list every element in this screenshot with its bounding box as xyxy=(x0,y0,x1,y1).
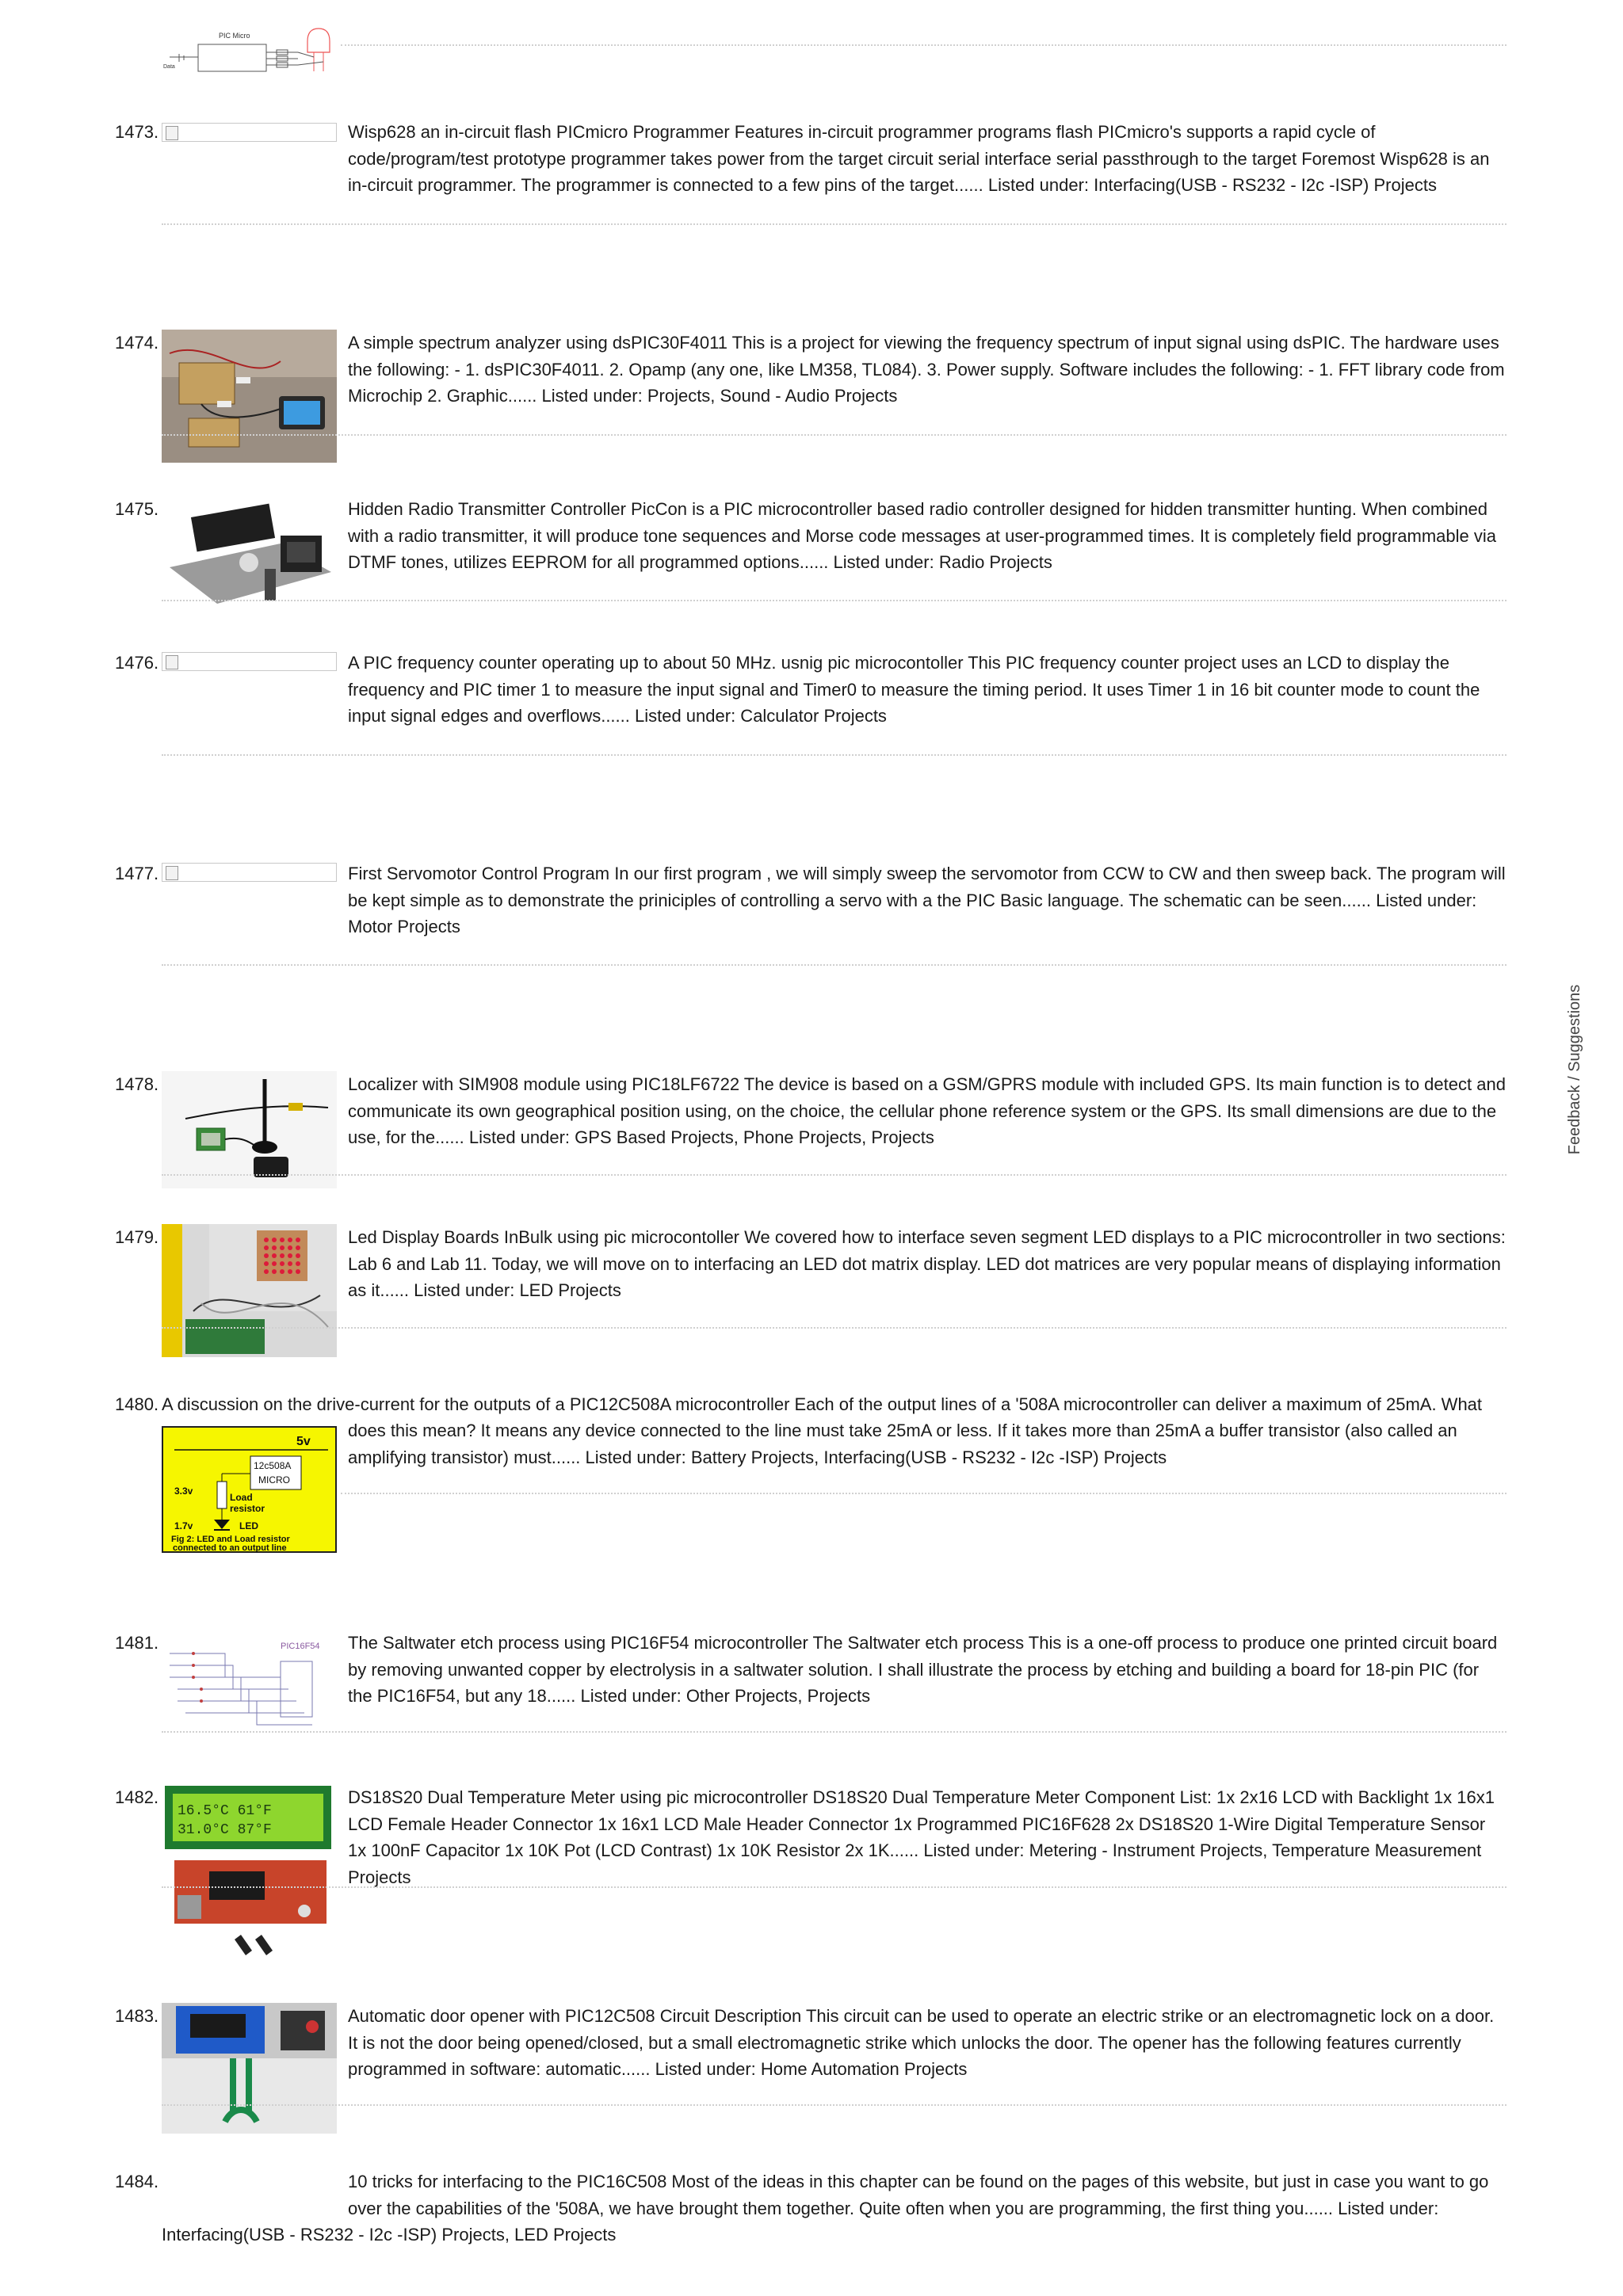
voltage-label: 3.3v xyxy=(174,1486,193,1497)
door-opener-photo[interactable] xyxy=(162,2003,337,2134)
project-description-link[interactable]: Hidden Radio Transmitter Controller PicCon is a PIC microcontroller based radio controller designed for hidden transmitter hunting. When combined with a radio transmitter, it will produce tone sequences and Morse code messages at user-programmed times. It is completely field programmable via DTMF tones, utilizes EEPROM for all programmed options...... Listed under: Radio Projects xyxy=(348,499,1496,572)
lcd-line-2: 31.0°C 87°F xyxy=(178,1822,272,1838)
project-description-link[interactable]: A PIC frequency counter operating up to about 50 MHz. usnig pic microcontoller This PIC frequency counter project uses an LCD to display the frequency and PIC timer 1 to measure the input signal and Timer0 to measure the timing period. It uses Timer 1 in 16 bit counter mode to count the input signal edges and overflows...... Listed under: Calculator Projects xyxy=(348,653,1480,726)
item-number: 1482. xyxy=(115,1787,159,1807)
figure-caption: Fig 2: LED and Load resistor xyxy=(171,1535,290,1544)
item-number: 1478. xyxy=(115,1074,159,1094)
divider xyxy=(162,2104,1507,2106)
divider xyxy=(162,964,1507,966)
divider xyxy=(162,1731,1507,1733)
divider xyxy=(341,1493,1507,1494)
chip-label: 12c508A xyxy=(254,1460,292,1471)
project-description-link[interactable]: A simple spectrum analyzer using dsPIC30F4011 This is a project for viewing the frequency spectrum of input signal using dsPIC. The hardware uses the following: - 1. dsPIC30F4011. 2. Opamp (any one, like LM358, TL084). 3. Power supply. Software includes the following: - 1. FFT library code from Microchip 2. Graphic...... Listed under: Projects, Sound - Audio Projects xyxy=(348,333,1505,406)
voltage-label-2: 1.7v xyxy=(174,1520,193,1531)
divider xyxy=(162,754,1507,756)
item-number: 1479. xyxy=(115,1227,159,1247)
divider xyxy=(341,44,1507,46)
project-category-link[interactable]: Interfacing(USB - RS232 - I2c -ISP) Projects, LED Projects xyxy=(162,2225,617,2245)
broken-image-icon[interactable] xyxy=(162,123,337,142)
broken-image-icon[interactable] xyxy=(162,863,337,882)
project-description-link[interactable]: Wisp628 an in-circuit flash PICmicro Programmer Features in-circuit programmer programs flash PICmicro's supports a rapid cycle of code/program/test prototype programmer takes power from the target circuit serial interface serial passthrough to the target Foremost Wisp628 is an in-circuit programmer. The programmer is connected to a few pins of the target...... Listed under: Interfacing(USB - RS232 - I2c -ISP) Projects xyxy=(348,122,1490,195)
lcd-line-1: 16.5°C 61°F xyxy=(178,1803,272,1819)
project-description-link[interactable]: Automatic door opener with PIC12C508 Circuit Description This circuit can be used to operate an electric strike or an electromagnetic lock on a door. It is not the door being opened/closed, but a small electromagnetic strike which unlocks the door. The opener has the following features currently programmed in software: automatic...... Listed under: Home Automation Projects xyxy=(348,2006,1495,2079)
project-description-link[interactable]: First Servomotor Control Program In our first program , we will simply sweep the servomotor from CCW to CW and then sweep back. The program will be kept simple as to demonstrate the priniciples of controlling a servo with a the PIC Basic language. The schematic can be seen...... Listed under: Motor Projects xyxy=(348,864,1506,936)
project-description-link[interactable]: DS18S20 Dual Temperature Meter using pic microcontroller DS18S20 Dual Temperature Meter Component List: 1x 2x16 LCD with Backlight 1x 16x1 LCD Female Header Connector 1x 16x1 LCD Male Header Connector 1x Programmed PIC16F628 2x DS18S20 1-Wire Digital Temperature Sensor 1x 100nF Capacitor 1x 10K Pot (LCD Contrast) 1x 10K Resistor 2x 1K...... Listed under: Metering - Instrument Projects, Temperature Measurement Projects xyxy=(348,1787,1495,1887)
item-number: 1473. xyxy=(115,122,159,142)
figure-caption-2: connected to an output line xyxy=(173,1543,287,1553)
gps-localizer-photo[interactable] xyxy=(162,1071,337,1188)
project-description-link[interactable]: Localizer with SIM908 module using PIC18LF6722 The device is based on a GSM/GPRS module with included GPS. Its main function is to detect and communicate its own geographical position using, on the choice, the cellular phone reference system or the GPS. Its small dimensions are due to the use, for the...... Listed under: GPS Based Projects, Phone Projects, Projects xyxy=(348,1074,1506,1147)
divider xyxy=(162,434,1507,436)
led-matrix-photo[interactable] xyxy=(162,1224,337,1357)
supply-label: 5v xyxy=(296,1435,311,1448)
schematic-title: PIC Micro xyxy=(219,32,250,40)
temperature-meter-photo[interactable] xyxy=(162,1784,337,1966)
project-description-link[interactable]: does this mean? It means any device connected to the line must take 25mA or less. If it takes more than 25mA a buffer transistor (also called an amplifying transistor) must...... Listed under: Battery Projects, Interfacing(USB - RS232 - I2c -ISP) Projects xyxy=(348,1421,1457,1467)
led-load-resistor-figure[interactable] xyxy=(162,1426,337,1553)
divider xyxy=(162,1327,1507,1329)
item-number: 1481. xyxy=(115,1633,159,1653)
item-number: 1474. xyxy=(115,333,159,353)
project-description-link[interactable]: 10 tricks for interfacing to the PIC16C508 Most of the ideas in this chapter can be found on the pages of this website, but just in case you want to go over the capabilities of the '508A, we have brought them together. Quite often when you are programming, the first thing you...... Listed under: xyxy=(348,2172,1489,2218)
project-description-link[interactable]: The Saltwater etch process using PIC16F54 microcontroller The Saltwater etch process This is a one-off process to produce one printed circuit board by removing unwanted copper by electrolysis in a saltwater solution. I shall illustrate the process by etching and building a board for 18-pin PIC (for the PIC16F54, but any 18...... Listed under: Other Projects, Projects xyxy=(348,1633,1498,1706)
item-number: 1477. xyxy=(115,864,159,883)
pcb-sketch-image[interactable] xyxy=(162,1630,337,1747)
sketch-label: PIC16F54 xyxy=(281,1642,320,1651)
project-title-link[interactable]: A discussion on the drive-current for the outputs of a PIC12C508A microcontroller Each of the output lines of a '508A microcontroller can deliver a maximum of 25mA. What xyxy=(162,1394,1483,1414)
spectrum-analyzer-photo[interactable] xyxy=(162,330,337,463)
feedback-suggestions-tab[interactable]: Feedback / Suggestions xyxy=(1566,982,1584,1157)
led-label: LED xyxy=(239,1520,258,1531)
item-number: 1484. xyxy=(115,2172,159,2191)
item-number: 1475. xyxy=(115,499,159,519)
item-number: 1483. xyxy=(115,2006,159,2026)
item-number: 1476. xyxy=(115,653,159,673)
divider xyxy=(162,1886,1507,1888)
broken-image-icon[interactable] xyxy=(162,652,337,671)
load-label-2: resistor xyxy=(230,1503,265,1514)
divider xyxy=(162,1174,1507,1176)
divider xyxy=(162,600,1507,601)
item-number: 1480. xyxy=(115,1394,159,1414)
top-schematic-thumbnail[interactable] xyxy=(162,22,337,89)
radio-controller-photo[interactable] xyxy=(162,496,337,613)
divider xyxy=(162,223,1507,225)
chip-type: MICRO xyxy=(258,1474,290,1486)
schematic-label: Data xyxy=(163,64,175,70)
load-label: Load xyxy=(230,1492,253,1503)
project-description-link[interactable]: Led Display Boards InBulk using pic microcontoller We covered how to interface seven segment LED displays to a PIC microcontroller in two sections: Lab 6 and Lab 11. Today, we will move on to interfacing an LED dot matrix display. LED dot matrices are very popular means of displaying information as it...... Listed under: LED Projects xyxy=(348,1227,1506,1300)
